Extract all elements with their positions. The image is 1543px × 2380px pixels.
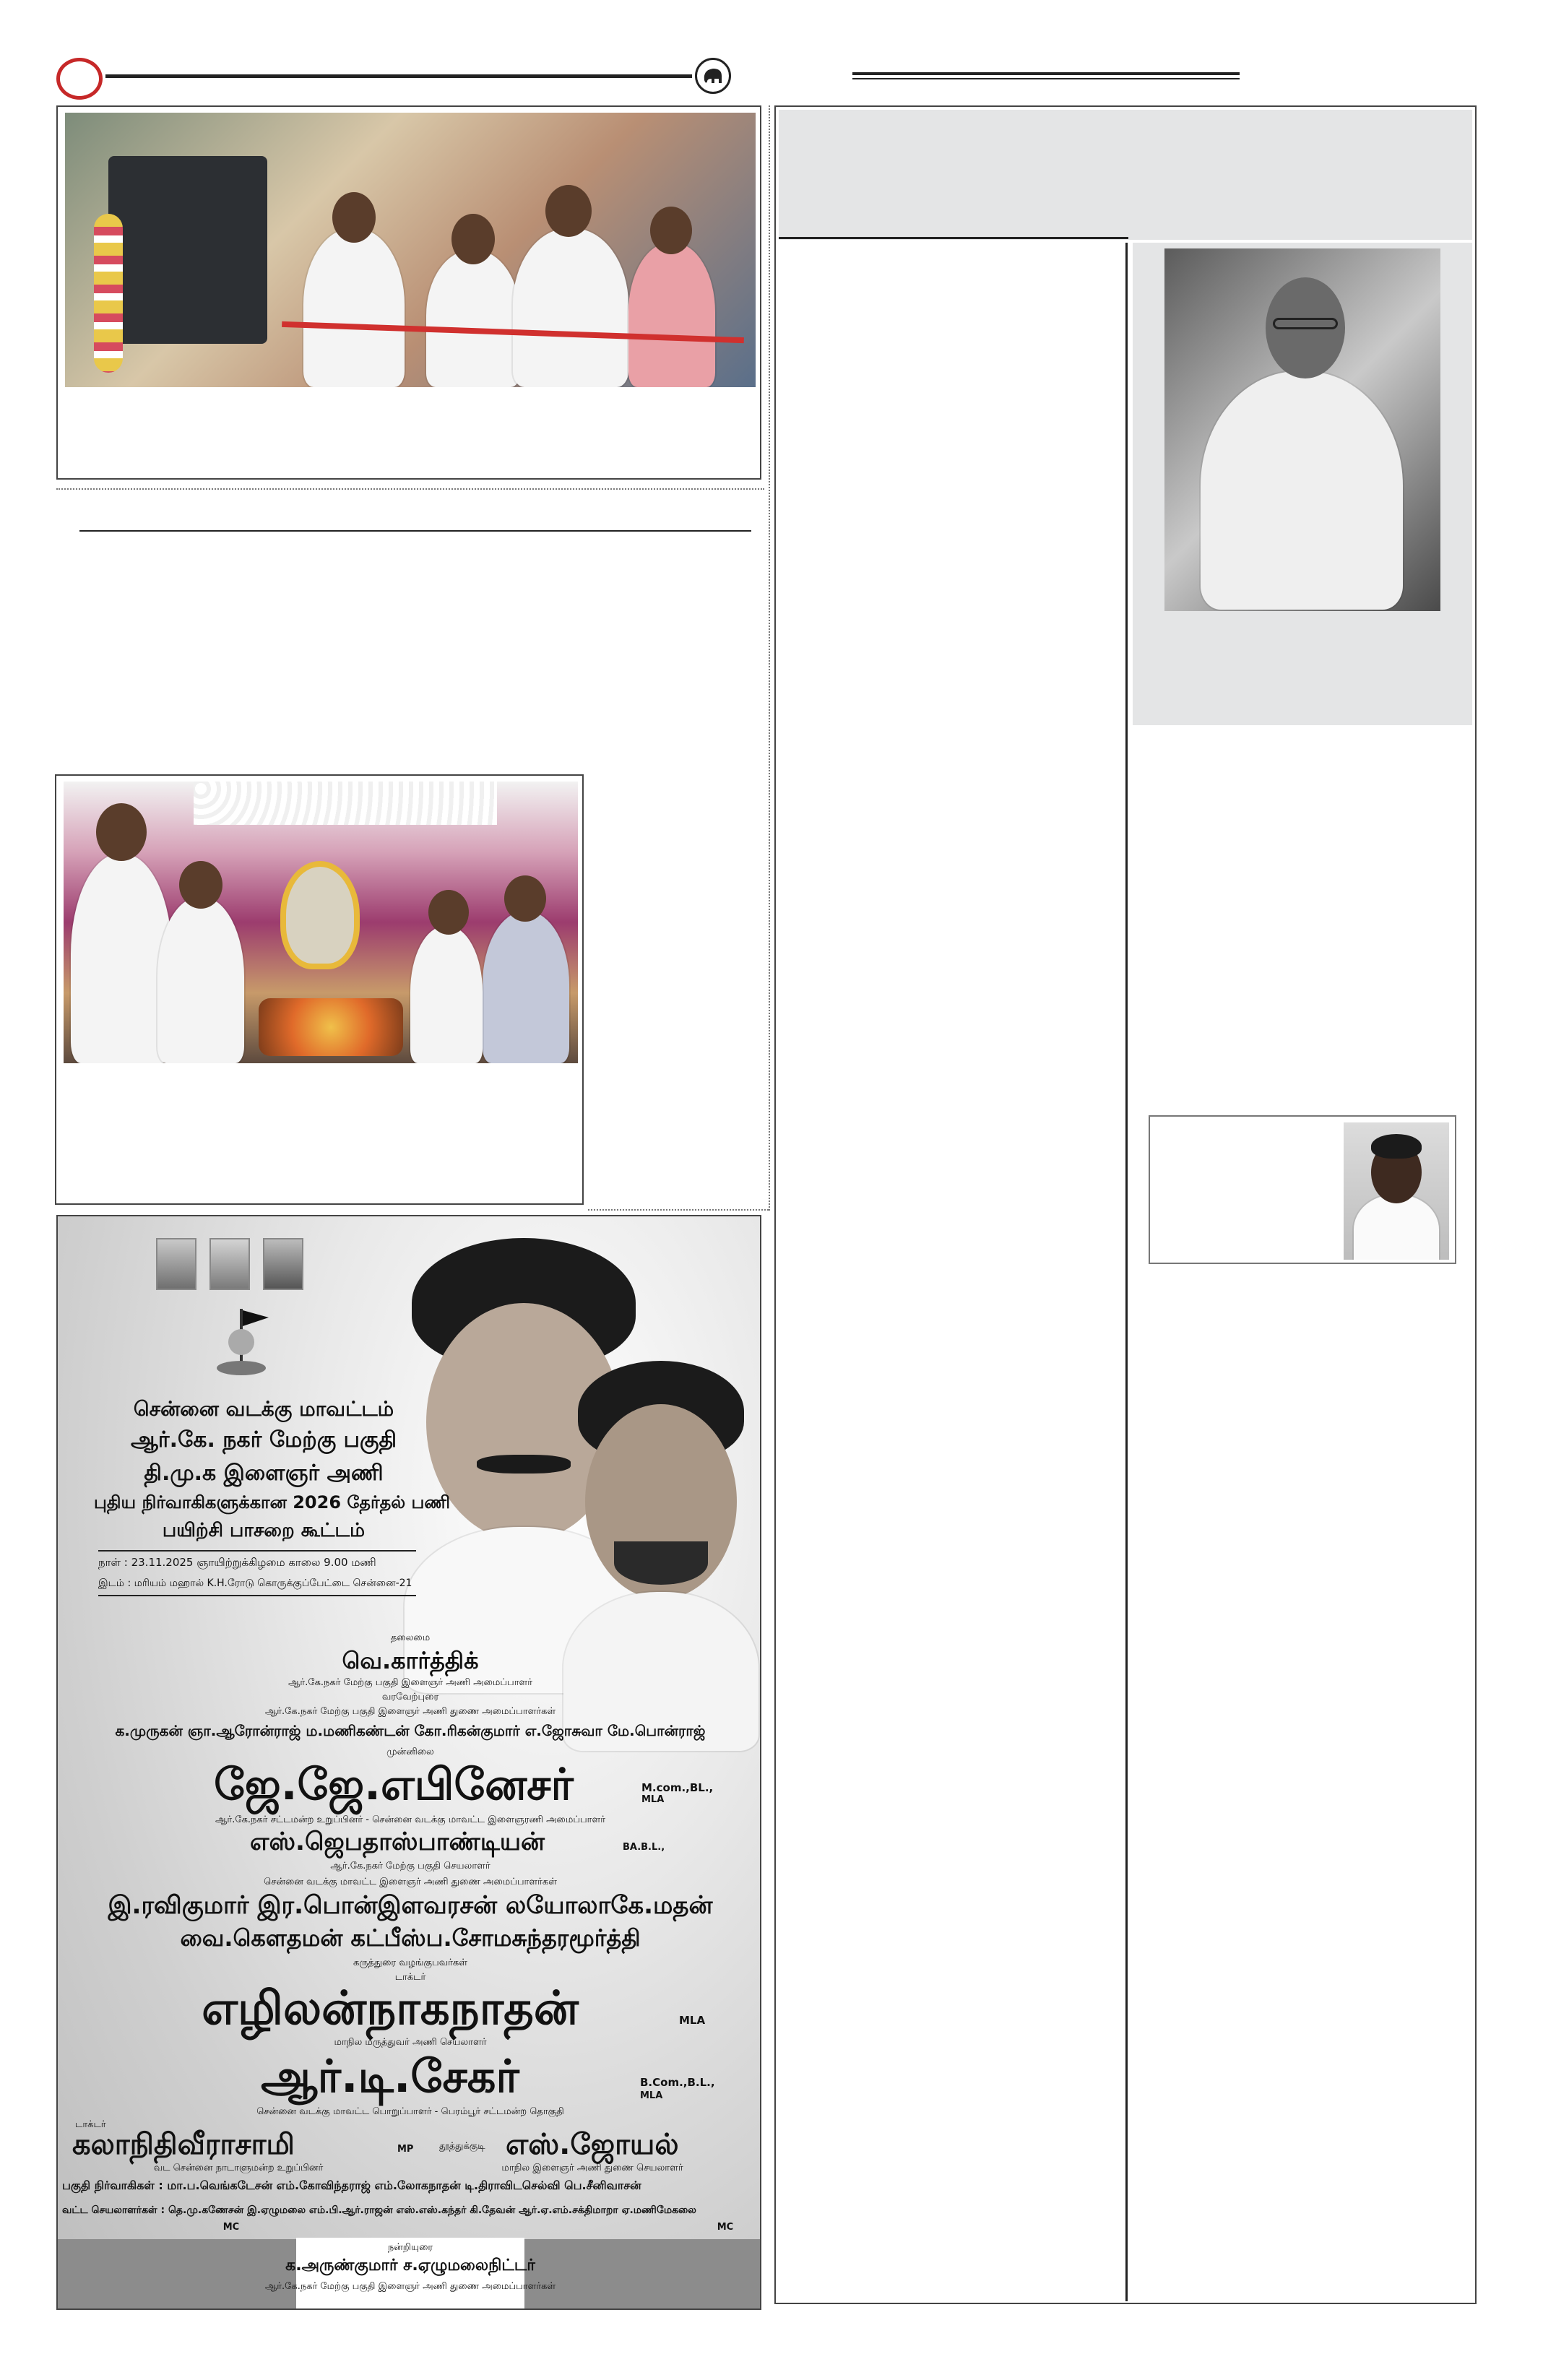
person-shape: [513, 228, 628, 387]
ad-welcome-label: வரவேற்புரை: [381, 1692, 439, 1702]
flag-emblem-glyph-icon: [209, 1302, 275, 1381]
ad-chair-label: தலைமை: [390, 1632, 431, 1643]
ad-welcome-role: ஆர்.கே.நகர் மேற்கு பகுதி இளைஞர் அணி துணை அமைப்பாளர்கள்: [264, 1706, 556, 1717]
ad-speaker-4-role: மாநில இளைஞர் அணி துணை செயலாளர்: [501, 2163, 683, 2173]
ad-speaker-3-role: வட சென்னை நாடாளுமன்ற உறுப்பினர்: [153, 2163, 324, 2173]
person-head-shape: [650, 207, 692, 254]
ad-presence-label: முன்னிலை: [386, 1747, 434, 1757]
ad-speaker-2-role: சென்னை வடக்கு மாவட்ட பொறுப்பாளர் - பெரம்பூர் சட்டமன்ற தொகுதி: [256, 2106, 564, 2117]
ad-speaker-2-suffix: B.Com.,B.L.,: [640, 2076, 715, 2089]
ad-chair-name: வெ.கார்த்திக்: [342, 1647, 479, 1674]
portrait-mustache-shape: [477, 1455, 571, 1474]
ad-mc-tag-1: MC: [222, 2222, 240, 2233]
transformer-shape: [108, 156, 267, 344]
person-shape: [303, 228, 405, 387]
ad-presence-name: ஜே.ஜே.எபினேசர்: [214, 1760, 574, 1810]
ad-date-line: நாள் : 23.11.2025 ஞாயிற்றுக்கிழமை காலை 9.00 மணி: [98, 1556, 376, 1569]
flower-decoration-shape: [194, 782, 497, 825]
person-shape: [71, 854, 172, 1063]
ad-speaker-3-suffix: MP: [397, 2144, 414, 2155]
person-head-shape: [179, 861, 222, 909]
person-shape: [483, 912, 569, 1063]
party-flag-emblem-icon: [209, 1302, 275, 1381]
person-shape: [628, 243, 715, 387]
person-shape: [157, 897, 244, 1063]
ad-second-role: ஆர்.கே.நகர் மேற்கு பகுதி செயலாளர்: [330, 1861, 490, 1871]
leader-thumbnail-3: [263, 1238, 303, 1290]
ad-doctor-label: டாக்டர்: [394, 1972, 426, 1983]
news-photo-tribute: [64, 782, 578, 1063]
headline-box: [779, 110, 1472, 240]
portrait-frame-shape: [280, 861, 360, 969]
page-logo-circle: [56, 58, 103, 100]
ad-speaker-1-role: மாநில மருத்துவர் அணி செயலாளர்: [334, 2037, 487, 2048]
dotted-separator-vertical: [769, 105, 770, 1211]
ad-heading-line-5: பயிற்சி பாசறை கூட்டம்: [162, 1520, 366, 1541]
dotted-separator: [56, 488, 764, 490]
header-rule-right: [852, 72, 1240, 75]
person-head-shape: [96, 803, 147, 861]
elephant-emblem-icon: [695, 58, 731, 94]
elephant-glyph-icon: [697, 60, 729, 92]
ad-venue-line: இடம் : மரியம் மஹால் K.H.ரோடு கொருக்குப்பேட்டை சென்னை-21: [98, 1578, 412, 1589]
ad-thanks-role: ஆர்.கே.நகர் மேற்கு பகுதி இளைஞர் அணி துணை அமைப்பாளர்கள்: [264, 2281, 556, 2292]
news-photo-frame-1: [56, 105, 761, 480]
ad-presence-mla: MLA: [641, 1794, 665, 1805]
person-shape: [410, 926, 483, 1063]
right-article-frame: [774, 105, 1477, 2304]
ad-venue-rule: [98, 1595, 416, 1596]
glasses-shape: [1273, 318, 1338, 329]
ad-chair-role: ஆர்.கே.நகர் மேற்கு பகுதி இளைஞர் அணி அமைப்பாளர்: [288, 1677, 533, 1688]
flower-garland-shape: [94, 214, 123, 373]
ad-welcome-names: க.முருகன் ஞா.ஆரோன்ராஜ் ம.மணிகண்டன் கோ.ரிகன்குமார் எ.ஜோசுவா மே.பொன்ராஜ்: [115, 1722, 706, 1739]
ad-ward-line: வட்ட செயலாளர்கள் : தெ.மு.கணேசன் இ.ஏழுமலை எம்.பி.ஆர்.ராஜன் எஸ்.எஸ்.கந்தர் கி.தேவன் ஆர்.ஏ.எம்.சக்திமாறா ஏ.மணிமேகலை: [62, 2204, 696, 2216]
header-rule-left: [105, 74, 692, 78]
column-divider-vertical: [1125, 243, 1128, 2301]
fruit-offering-shape: [259, 998, 403, 1056]
ad-speaker-2: ஆர்.டி.சேகர்: [261, 2050, 519, 2103]
small-portrait-photo: [1344, 1122, 1449, 1260]
person-head-shape: [545, 185, 592, 237]
news-photo-frame-2: [55, 774, 584, 1205]
dotted-separator: [588, 1209, 769, 1211]
news-photo-ribbon-cutting: [65, 113, 756, 387]
person-head-shape: [428, 890, 469, 935]
ad-thanks-name: க.அருண்குமார் ச.ஏழுமலைநிட்டர்: [285, 2256, 535, 2275]
header-rule-right-thin: [852, 78, 1240, 79]
ad-doctor-label-2: டாக்டர்: [75, 2119, 106, 2130]
person-shape: [1201, 371, 1403, 610]
leader-thumbnail-2: [209, 1238, 250, 1290]
ad-presence-role: ஆர்.கே.நகர் சட்டமன்ற உறுப்பினர் - சென்னை வடக்கு மாவட்ட இளைஞரணி அமைப்பாளர்: [215, 1814, 605, 1825]
person-hair-shape: [1371, 1134, 1422, 1159]
ad-speaker-1-suffix: MLA: [679, 2014, 706, 2027]
person-shape: [1354, 1195, 1439, 1260]
person-shape: [426, 250, 520, 387]
ad-speaker-4-prefix: தூத்துக்குடி: [439, 2141, 485, 2152]
ad-district-role: சென்னை வடக்கு மாவட்ட இளைஞர் அணி துணை அமைப்பாளர்கள்: [264, 1877, 557, 1887]
person-head-shape: [504, 875, 546, 922]
ad-mc-tag-2: MC: [717, 2222, 734, 2233]
ad-speaker-1: எழிலன்நாகநாதன்: [202, 1982, 579, 2035]
ad-area-line: பகுதி நிர்வாகிகள் : மா.ப.வெங்கடேசன் எம்.கோவிந்தராஜ் எம்.லோகநாதன் டி.திராவிடசெல்வி பெ.சீனிவாசன்: [62, 2178, 641, 2192]
ad-district-names-2: வை.கௌதமன் கட்பீஸ்ப.சோமசுந்தரமூர்த்தி: [180, 1924, 641, 1952]
ad-speakers-label: கருத்துரை வழங்குபவர்கள்: [353, 1957, 467, 1968]
ad-thanks-label: நன்றியுரை: [387, 2242, 433, 2253]
ad-heading-rule: [98, 1550, 416, 1552]
event-advertisement: [56, 1215, 761, 2310]
ad-district-names-1: இ.ரவிகுமார் இர.பொன்இளவரசன் லயோலாகே.மதன்: [108, 1891, 713, 1920]
portrait-beard-shape: [614, 1541, 708, 1585]
ad-presence-suffix: M.com.,BL.,: [641, 1781, 714, 1794]
small-portrait-box: [1149, 1115, 1456, 1264]
ad-second-name: எஸ்.ஜெபதாஸ்பாண்டியன்: [249, 1827, 545, 1856]
ad-speaker-2-mla: MLA: [640, 2090, 663, 2101]
leader-portrait-photo: [1164, 248, 1440, 611]
ad-heading-line-2: ஆர்.கே. நகர் மேற்கு பகுதி: [130, 1427, 397, 1453]
ad-speaker-4: எஸ்.ஜோயல்: [506, 2128, 679, 2161]
ad-speaker-3: கலாநிதிவீராசாமி: [72, 2128, 295, 2161]
ad-heading-line-4: புதிய நிர்வாகிகளுக்கான 2026 தேர்தல் பணி: [94, 1492, 451, 1513]
section-rule: [79, 530, 751, 532]
person-head-shape: [451, 214, 495, 264]
headline-underline: [779, 237, 1128, 239]
ad-heading-line-1: சென்னை வடக்கு மாவட்டம்: [133, 1397, 394, 1421]
person-head-shape: [332, 192, 376, 243]
leader-thumbnail-1: [156, 1238, 196, 1290]
ad-second-suffix: BA.B.L.,: [623, 1842, 665, 1853]
ad-heading-line-3: தி.மு.க இளைஞர் அணி: [144, 1461, 384, 1486]
